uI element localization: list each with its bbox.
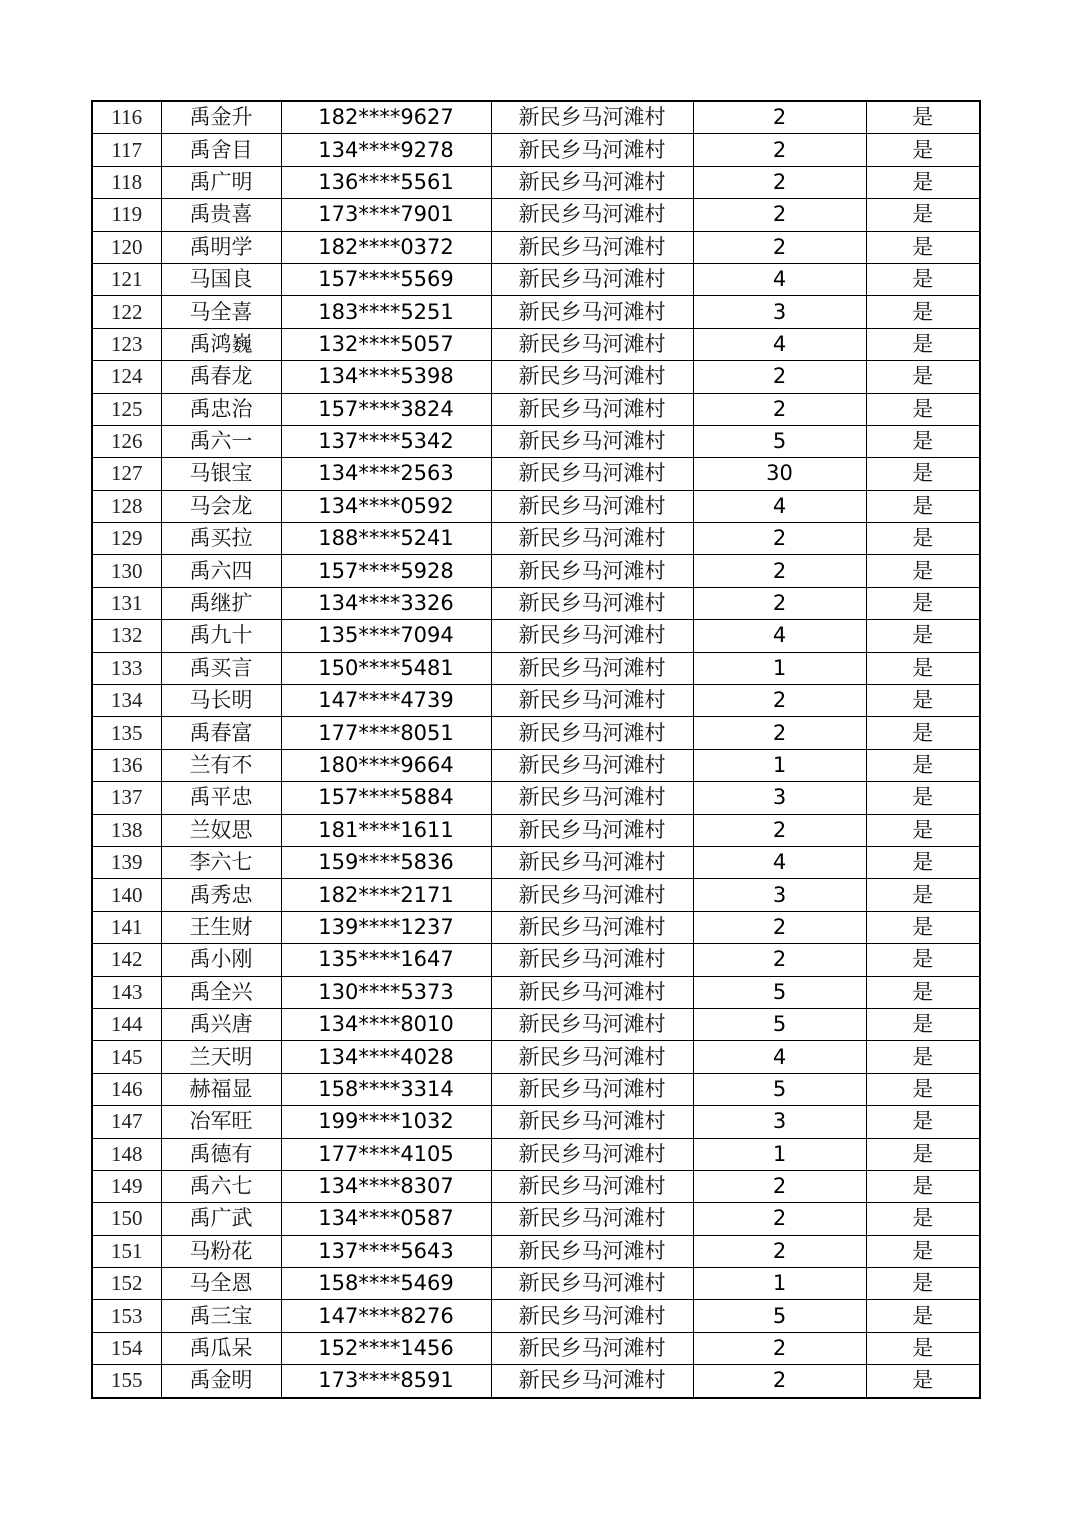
phone-number-cell: 137****5342	[281, 425, 491, 457]
person-name-cell: 禹舍目	[161, 134, 281, 166]
table-row	[92, 199, 980, 231]
table-row	[92, 1235, 980, 1267]
village-cell: 新民乡马河滩村	[491, 911, 693, 943]
phone-number-cell: 134****8307	[281, 1170, 491, 1202]
phone-number-cell: 173****7901	[281, 199, 491, 231]
phone-number-cell: 159****5836	[281, 846, 491, 878]
person-name-cell: 王生财	[161, 911, 281, 943]
village-cell: 新民乡马河滩村	[491, 976, 693, 1008]
serial-number-cell: 120	[92, 231, 161, 263]
serial-number-cell: 133	[92, 652, 161, 684]
confirmed-flag-cell: 是	[866, 101, 980, 134]
person-name-cell: 禹秀忠	[161, 879, 281, 911]
village-cell: 新民乡马河滩村	[491, 1365, 693, 1398]
table-row	[92, 1041, 980, 1073]
phone-number-cell: 158****3314	[281, 1073, 491, 1105]
person-name-cell: 禹买拉	[161, 523, 281, 555]
count-cell: 2	[693, 587, 866, 619]
confirmed-flag-cell: 是	[866, 263, 980, 295]
count-cell: 4	[693, 846, 866, 878]
phone-number-cell: 182****0372	[281, 231, 491, 263]
phone-number-cell: 157****5884	[281, 782, 491, 814]
serial-number-cell: 149	[92, 1170, 161, 1202]
phone-number-cell: 182****2171	[281, 879, 491, 911]
serial-number-cell: 151	[92, 1235, 161, 1267]
serial-number-cell: 123	[92, 328, 161, 360]
count-cell: 3	[693, 782, 866, 814]
phone-number-cell: 152****1456	[281, 1332, 491, 1364]
count-cell: 2	[693, 911, 866, 943]
person-name-cell: 禹六四	[161, 555, 281, 587]
confirmed-flag-cell: 是	[866, 1106, 980, 1138]
village-cell: 新民乡马河滩村	[491, 782, 693, 814]
confirmed-flag-cell: 是	[866, 134, 980, 166]
village-cell: 新民乡马河滩村	[491, 361, 693, 393]
table-row	[92, 101, 980, 134]
count-cell: 5	[693, 1008, 866, 1040]
person-name-cell: 禹广武	[161, 1203, 281, 1235]
count-cell: 2	[693, 393, 866, 425]
table-row	[92, 944, 980, 976]
confirmed-flag-cell: 是	[866, 523, 980, 555]
table-row	[92, 685, 980, 717]
table-row	[92, 620, 980, 652]
serial-number-cell: 127	[92, 458, 161, 490]
village-cell: 新民乡马河滩村	[491, 199, 693, 231]
count-cell: 4	[693, 490, 866, 522]
confirmed-flag-cell: 是	[866, 652, 980, 684]
count-cell: 1	[693, 1138, 866, 1170]
table-row	[92, 555, 980, 587]
confirmed-flag-cell: 是	[866, 1365, 980, 1398]
table-row	[92, 134, 980, 166]
village-cell: 新民乡马河滩村	[491, 1300, 693, 1332]
table-row	[92, 749, 980, 781]
village-cell: 新民乡马河滩村	[491, 944, 693, 976]
table-row	[92, 587, 980, 619]
serial-number-cell: 129	[92, 523, 161, 555]
phone-number-cell: 134****0587	[281, 1203, 491, 1235]
confirmed-flag-cell: 是	[866, 1008, 980, 1040]
confirmed-flag-cell: 是	[866, 1268, 980, 1300]
person-name-cell: 禹三宝	[161, 1300, 281, 1332]
table-row	[92, 1365, 980, 1398]
person-name-cell: 禹继扩	[161, 587, 281, 619]
serial-number-cell: 155	[92, 1365, 161, 1398]
confirmed-flag-cell: 是	[866, 587, 980, 619]
serial-number-cell: 139	[92, 846, 161, 878]
serial-number-cell: 124	[92, 361, 161, 393]
table-row	[92, 879, 980, 911]
count-cell: 2	[693, 361, 866, 393]
table-row	[92, 1268, 980, 1300]
confirmed-flag-cell: 是	[866, 685, 980, 717]
phone-number-cell: 147****8276	[281, 1300, 491, 1332]
table-row	[92, 652, 980, 684]
count-cell: 4	[693, 620, 866, 652]
phone-number-cell: 132****5057	[281, 328, 491, 360]
serial-number-cell: 142	[92, 944, 161, 976]
table-row	[92, 296, 980, 328]
confirmed-flag-cell: 是	[866, 879, 980, 911]
serial-number-cell: 140	[92, 879, 161, 911]
person-name-cell: 禹广明	[161, 166, 281, 198]
table-row	[92, 523, 980, 555]
serial-number-cell: 147	[92, 1106, 161, 1138]
person-name-cell: 马全恩	[161, 1268, 281, 1300]
serial-number-cell: 128	[92, 490, 161, 522]
serial-number-cell: 145	[92, 1041, 161, 1073]
count-cell: 2	[693, 166, 866, 198]
village-cell: 新民乡马河滩村	[491, 328, 693, 360]
village-cell: 新民乡马河滩村	[491, 1203, 693, 1235]
count-cell: 2	[693, 1203, 866, 1235]
table-row	[92, 393, 980, 425]
phone-number-cell: 130****5373	[281, 976, 491, 1008]
confirmed-flag-cell: 是	[866, 1073, 980, 1105]
serial-number-cell: 130	[92, 555, 161, 587]
serial-number-cell: 121	[92, 263, 161, 295]
table-row	[92, 1300, 980, 1332]
person-name-cell: 禹鸿巍	[161, 328, 281, 360]
person-name-cell: 禹贵喜	[161, 199, 281, 231]
village-cell: 新民乡马河滩村	[491, 134, 693, 166]
serial-number-cell: 118	[92, 166, 161, 198]
table-row	[92, 166, 980, 198]
person-name-cell: 李六七	[161, 846, 281, 878]
count-cell: 1	[693, 749, 866, 781]
phone-number-cell: 183****5251	[281, 296, 491, 328]
count-cell: 3	[693, 879, 866, 911]
count-cell: 4	[693, 1041, 866, 1073]
person-name-cell: 禹九十	[161, 620, 281, 652]
serial-number-cell: 136	[92, 749, 161, 781]
table-row	[92, 911, 980, 943]
confirmed-flag-cell: 是	[866, 944, 980, 976]
confirmed-flag-cell: 是	[866, 1235, 980, 1267]
person-name-cell: 马银宝	[161, 458, 281, 490]
serial-number-cell: 135	[92, 717, 161, 749]
village-cell: 新民乡马河滩村	[491, 523, 693, 555]
phone-number-cell: 137****5643	[281, 1235, 491, 1267]
table-row	[92, 1008, 980, 1040]
table-row	[92, 976, 980, 1008]
confirmed-flag-cell: 是	[866, 1041, 980, 1073]
phone-number-cell: 150****5481	[281, 652, 491, 684]
serial-number-cell: 137	[92, 782, 161, 814]
village-cell: 新民乡马河滩村	[491, 458, 693, 490]
phone-number-cell: 158****5469	[281, 1268, 491, 1300]
confirmed-flag-cell: 是	[866, 976, 980, 1008]
phone-number-cell: 157****3824	[281, 393, 491, 425]
count-cell: 3	[693, 1106, 866, 1138]
phone-number-cell: 182****9627	[281, 101, 491, 134]
confirmed-flag-cell: 是	[866, 555, 980, 587]
serial-number-cell: 152	[92, 1268, 161, 1300]
serial-number-cell: 131	[92, 587, 161, 619]
person-name-cell: 马会龙	[161, 490, 281, 522]
person-name-cell: 马国良	[161, 263, 281, 295]
confirmed-flag-cell: 是	[866, 814, 980, 846]
village-cell: 新民乡马河滩村	[491, 717, 693, 749]
count-cell: 30	[693, 458, 866, 490]
count-cell: 2	[693, 199, 866, 231]
confirmed-flag-cell: 是	[866, 296, 980, 328]
person-name-cell: 兰有不	[161, 749, 281, 781]
count-cell: 1	[693, 1268, 866, 1300]
confirmed-flag-cell: 是	[866, 749, 980, 781]
person-name-cell: 禹平忠	[161, 782, 281, 814]
serial-number-cell: 122	[92, 296, 161, 328]
village-cell: 新民乡马河滩村	[491, 555, 693, 587]
confirmed-flag-cell: 是	[866, 425, 980, 457]
village-cell: 新民乡马河滩村	[491, 749, 693, 781]
phone-number-cell: 177****4105	[281, 1138, 491, 1170]
village-cell: 新民乡马河滩村	[491, 166, 693, 198]
person-name-cell: 禹金明	[161, 1365, 281, 1398]
person-name-cell: 冶军旺	[161, 1106, 281, 1138]
confirmed-flag-cell: 是	[866, 1138, 980, 1170]
confirmed-flag-cell: 是	[866, 490, 980, 522]
person-name-cell: 马全喜	[161, 296, 281, 328]
serial-number-cell: 116	[92, 101, 161, 134]
table-row	[92, 1170, 980, 1202]
count-cell: 2	[693, 685, 866, 717]
serial-number-cell: 141	[92, 911, 161, 943]
serial-number-cell: 126	[92, 425, 161, 457]
village-cell: 新民乡马河滩村	[491, 1073, 693, 1105]
village-cell: 新民乡马河滩村	[491, 1170, 693, 1202]
person-name-cell: 禹小刚	[161, 944, 281, 976]
phone-number-cell: 157****5569	[281, 263, 491, 295]
village-cell: 新民乡马河滩村	[491, 1041, 693, 1073]
confirmed-flag-cell: 是	[866, 1170, 980, 1202]
serial-number-cell: 154	[92, 1332, 161, 1364]
village-cell: 新民乡马河滩村	[491, 101, 693, 134]
table-row	[92, 425, 980, 457]
serial-number-cell: 132	[92, 620, 161, 652]
table-row	[92, 1138, 980, 1170]
confirmed-flag-cell: 是	[866, 911, 980, 943]
count-cell: 2	[693, 555, 866, 587]
phone-number-cell: 177****8051	[281, 717, 491, 749]
phone-number-cell: 173****8591	[281, 1365, 491, 1398]
phone-number-cell: 134****4028	[281, 1041, 491, 1073]
person-name-cell: 禹兴唐	[161, 1008, 281, 1040]
person-name-cell: 兰天明	[161, 1041, 281, 1073]
confirmed-flag-cell: 是	[866, 782, 980, 814]
count-cell: 2	[693, 717, 866, 749]
phone-number-cell: 134****5398	[281, 361, 491, 393]
village-cell: 新民乡马河滩村	[491, 1106, 693, 1138]
table-row	[92, 1203, 980, 1235]
phone-number-cell: 181****1611	[281, 814, 491, 846]
phone-number-cell: 134****8010	[281, 1008, 491, 1040]
village-cell: 新民乡马河滩村	[491, 1268, 693, 1300]
table-row	[92, 231, 980, 263]
village-cell: 新民乡马河滩村	[491, 620, 693, 652]
serial-number-cell: 148	[92, 1138, 161, 1170]
phone-number-cell: 136****5561	[281, 166, 491, 198]
phone-number-cell: 135****1647	[281, 944, 491, 976]
phone-number-cell: 139****1237	[281, 911, 491, 943]
table-row	[92, 1332, 980, 1364]
phone-number-cell: 134****2563	[281, 458, 491, 490]
count-cell: 5	[693, 1073, 866, 1105]
person-name-cell: 禹金升	[161, 101, 281, 134]
table-row	[92, 490, 980, 522]
count-cell: 2	[693, 134, 866, 166]
person-name-cell: 禹六一	[161, 425, 281, 457]
serial-number-cell: 146	[92, 1073, 161, 1105]
person-name-cell: 禹春富	[161, 717, 281, 749]
person-name-cell: 马长明	[161, 685, 281, 717]
phone-number-cell: 188****5241	[281, 523, 491, 555]
serial-number-cell: 117	[92, 134, 161, 166]
count-cell: 3	[693, 296, 866, 328]
village-cell: 新民乡马河滩村	[491, 1008, 693, 1040]
confirmed-flag-cell: 是	[866, 361, 980, 393]
table-row	[92, 846, 980, 878]
person-name-cell: 禹明学	[161, 231, 281, 263]
serial-number-cell: 134	[92, 685, 161, 717]
confirmed-flag-cell: 是	[866, 846, 980, 878]
table-row	[92, 814, 980, 846]
confirmed-flag-cell: 是	[866, 393, 980, 425]
village-cell: 新民乡马河滩村	[491, 296, 693, 328]
village-cell: 新民乡马河滩村	[491, 490, 693, 522]
confirmed-flag-cell: 是	[866, 199, 980, 231]
village-cell: 新民乡马河滩村	[491, 685, 693, 717]
table-row	[92, 1073, 980, 1105]
count-cell: 2	[693, 1170, 866, 1202]
village-cell: 新民乡马河滩村	[491, 393, 693, 425]
village-cell: 新民乡马河滩村	[491, 263, 693, 295]
village-cell: 新民乡马河滩村	[491, 425, 693, 457]
village-cell: 新民乡马河滩村	[491, 652, 693, 684]
count-cell: 2	[693, 231, 866, 263]
table-row	[92, 1106, 980, 1138]
serial-number-cell: 153	[92, 1300, 161, 1332]
count-cell: 5	[693, 1300, 866, 1332]
phone-number-cell: 199****1032	[281, 1106, 491, 1138]
count-cell: 2	[693, 1365, 866, 1398]
village-cell: 新民乡马河滩村	[491, 814, 693, 846]
person-name-cell: 禹瓜呆	[161, 1332, 281, 1364]
person-name-cell: 禹买言	[161, 652, 281, 684]
count-cell: 2	[693, 1332, 866, 1364]
table-row	[92, 263, 980, 295]
count-cell: 4	[693, 328, 866, 360]
confirmed-flag-cell: 是	[866, 231, 980, 263]
person-name-cell: 赫福显	[161, 1073, 281, 1105]
person-name-cell: 马粉花	[161, 1235, 281, 1267]
person-name-cell: 禹春龙	[161, 361, 281, 393]
resident-roster-table	[91, 100, 981, 1399]
table-body	[92, 101, 980, 1398]
village-cell: 新民乡马河滩村	[491, 1235, 693, 1267]
person-name-cell: 兰奴思	[161, 814, 281, 846]
count-cell: 2	[693, 944, 866, 976]
confirmed-flag-cell: 是	[866, 458, 980, 490]
village-cell: 新民乡马河滩村	[491, 587, 693, 619]
phone-number-cell: 180****9664	[281, 749, 491, 781]
phone-number-cell: 157****5928	[281, 555, 491, 587]
phone-number-cell: 135****7094	[281, 620, 491, 652]
count-cell: 2	[693, 101, 866, 134]
confirmed-flag-cell: 是	[866, 1203, 980, 1235]
count-cell: 1	[693, 652, 866, 684]
table-row	[92, 782, 980, 814]
count-cell: 5	[693, 976, 866, 1008]
person-name-cell: 禹忠治	[161, 393, 281, 425]
phone-number-cell: 134****9278	[281, 134, 491, 166]
count-cell: 2	[693, 523, 866, 555]
serial-number-cell: 150	[92, 1203, 161, 1235]
count-cell: 4	[693, 263, 866, 295]
village-cell: 新民乡马河滩村	[491, 231, 693, 263]
village-cell: 新民乡马河滩村	[491, 846, 693, 878]
person-name-cell: 禹六七	[161, 1170, 281, 1202]
village-cell: 新民乡马河滩村	[491, 1332, 693, 1364]
table-row	[92, 328, 980, 360]
count-cell: 2	[693, 814, 866, 846]
confirmed-flag-cell: 是	[866, 620, 980, 652]
serial-number-cell: 125	[92, 393, 161, 425]
table-row	[92, 458, 980, 490]
confirmed-flag-cell: 是	[866, 1332, 980, 1364]
village-cell: 新民乡马河滩村	[491, 879, 693, 911]
confirmed-flag-cell: 是	[866, 1300, 980, 1332]
table-row	[92, 717, 980, 749]
confirmed-flag-cell: 是	[866, 328, 980, 360]
serial-number-cell: 143	[92, 976, 161, 1008]
phone-number-cell: 134****0592	[281, 490, 491, 522]
confirmed-flag-cell: 是	[866, 166, 980, 198]
phone-number-cell: 147****4739	[281, 685, 491, 717]
person-name-cell: 禹全兴	[161, 976, 281, 1008]
serial-number-cell: 119	[92, 199, 161, 231]
count-cell: 2	[693, 1235, 866, 1267]
serial-number-cell: 138	[92, 814, 161, 846]
count-cell: 5	[693, 425, 866, 457]
village-cell: 新民乡马河滩村	[491, 1138, 693, 1170]
table-row	[92, 361, 980, 393]
phone-number-cell: 134****3326	[281, 587, 491, 619]
serial-number-cell: 144	[92, 1008, 161, 1040]
person-name-cell: 禹德有	[161, 1138, 281, 1170]
confirmed-flag-cell: 是	[866, 717, 980, 749]
